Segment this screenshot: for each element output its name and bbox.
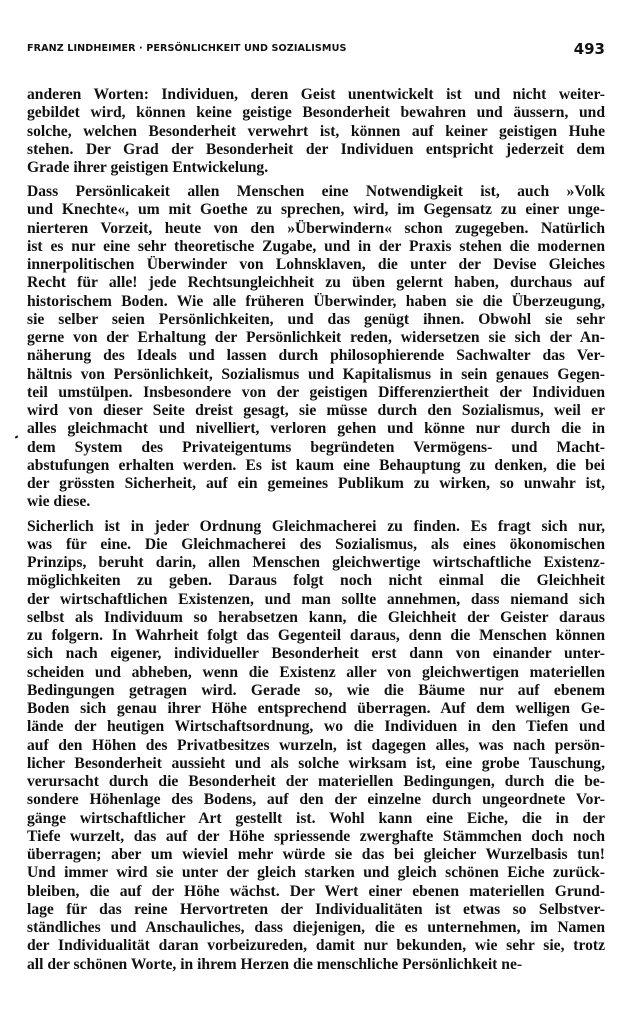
text-line: Und immer wird sie unter der gleich starken und gleich schönen Eiche zurück- <box>27 864 605 882</box>
text-line: näherung des Ideals und lassen durch philosophierende Sachwalter das Ver- <box>27 347 605 365</box>
text-line: selbst als Individuum so herabsetzen kann, die Gleichheit der Geister daraus <box>27 608 605 626</box>
text-line: lage für das reine Hervortreten der Individualitäten ist etwas so Selbstver- <box>27 900 605 918</box>
text-line: gänge wirtschaftlicher Art gestellt ist. Wohl kann eine Eiche, die in der <box>27 809 605 827</box>
text-line: gebildet wird, können keine geistige Besonderheit bewahren und äussern, und <box>27 104 605 122</box>
paragraph-1 <box>27 86 605 177</box>
text-line: sie selber seien Persönlichkeiten, und das genügt ihnen. Obwohl sie sehr <box>27 310 605 328</box>
text-line: licher Besonderheit aussieht und als solche wirksam ist, eine grobe Tauschung, <box>27 754 605 772</box>
text-line: Prinzips, beruht darin, allen Menschen gleichwertige wirtschaftliche Existenz- <box>27 554 605 572</box>
text-line: nierteren Vorzeit, heute von den »Überwindern« schon zugegeben. Natürlich <box>27 219 605 237</box>
text-line: verursacht durch die Besonderheit der materiellen Bedingungen, durch die be- <box>27 773 605 791</box>
text-line: wird von dieser Seite dreist gesagt, sie müsse durch den Sozialismus, weil er <box>27 402 605 420</box>
body-text <box>27 86 605 980</box>
text-line: historischem Boden. Wie alle früheren Überwinder, haben sie die Überzeugung, <box>27 292 605 310</box>
text-line: ist es nur eine sehr theoretische Zugabe, und in der Praxis stehen die modernen <box>27 237 605 255</box>
text-line: lände der heutigen Wirtschaftsordnung, wo die Individuen in den Tiefen und <box>27 718 605 736</box>
text-line: scheiden und abheben, wenn die Existenz aller von gleichwertigen materiellen <box>27 663 605 681</box>
text-line: möglichkeiten zu geben. Daraus folgt noch nicht einmal die Gleichheit <box>27 572 605 590</box>
text-line: was für eine. Die Gleichmacherei des Sozialismus, als eines ökonomischen <box>27 535 605 553</box>
text-line: Boden sich genau ihrer Höhe entsprechend überragen. Auf dem welligen Ge- <box>27 700 605 718</box>
text-line: all der schönen Worte, in ihrem Herzen die menschliche Persönlichkeit ne- <box>27 955 523 973</box>
text-line: alles gleichmacht und nivelliert, verloren gehen und könne nur durch die in <box>27 420 605 438</box>
text-line: bleiben, die auf der Höhe wächst. Der Wert einer ebenen materiellen Grund- <box>27 882 605 900</box>
running-header <box>27 40 605 60</box>
text-line: Sicherlich ist in jeder Ordnung Gleichmacherei zu finden. Es fragt sich nur, <box>27 517 605 535</box>
text-line: teil umstülpen. Insbesondere von der geistigen Differenziertheit der Individuen <box>27 383 605 401</box>
text-line: stehen. Der Grad der Besonderheit der Individuen entspricht jederzeit dem <box>27 140 605 158</box>
text-line: sich nach eigener, individueller Besonderheit erst dann von einander unter- <box>27 645 605 663</box>
text-line: hältnis von Persönlichkeit, Sozialismus und Kapitalismus in sein genaues Gegen- <box>27 365 605 383</box>
text-line: der Individualität daran vorbeizureden, damit nur bekunden, wie sehr sie, trotz <box>27 937 605 955</box>
text-line: und Knechte«, um mit Goethe zu sprechen, wird, im Gegensatz zu einer unge- <box>27 201 605 219</box>
text-line: solche, welchen Besonderheit verwehrt ist, können auf keiner geistigen Huhe <box>27 122 605 140</box>
text-line: auf den Höhen des Privatbesitzes wurzeln, ist dagegen alles, was nach persön- <box>27 736 605 754</box>
paragraph-2 <box>27 183 605 512</box>
text-line: Grade ihrer geistigen Entwickelung. <box>27 159 269 176</box>
text-line: innerpolitischen Überwinder von Lohnsklaven, die unter der Devise Gleiches <box>27 256 605 274</box>
page-number: 493 <box>573 40 605 58</box>
text-line: Dass Persönlicakeit allen Menschen eine Notwendigkeit ist, auch »Volk <box>27 183 605 201</box>
text-line: dem System des Privateigentums begründeten Vermögens- und Macht- <box>27 438 605 456</box>
text-line: abstufungen erhalten werden. Es ist kaum eine Behauptung zu denken, die bei <box>27 456 605 474</box>
text-line: ständliches und Anschauliches, dass diejenigen, die es unternehmen, im Namen <box>27 919 605 937</box>
paragraph-3 <box>27 518 605 974</box>
text-line: der wirtschaftlichen Existenzen, und man sollte annehmen, dass niemand sich <box>27 590 605 608</box>
text-line: gerne von der Erhaltung der Persönlichkeit reden, widersetzen sie sich der An- <box>27 329 605 347</box>
text-line: Bedingungen getragen wird. Gerade so, wie die Bäume nur auf ebenem <box>27 681 605 699</box>
text-line: überragen; aber um wieviel mehr würde sie das bei gleicher Wurzelbasis tun! <box>27 846 605 864</box>
running-title: FRANZ LINDHEIMER · PERSÖNLICHKEIT UND SOZIALISMUS <box>27 43 347 54</box>
text-line: zu folgern. In Wahrheit folgt das Gegenteil daraus, denn die Menschen können <box>27 627 605 645</box>
text-line: Recht für alle! jede Rechtsungleichheit zu üben gelernt haben, durchaus auf <box>27 274 605 292</box>
text-line: sondere Höhenlage des Bodens, auf den der einzelne durch ungeordnete Vor- <box>27 791 605 809</box>
text-line: Tiefe wurzelt, das auf der Höhe spriessende zwerghafte Stämmchen doch noch <box>27 827 605 845</box>
text-line: anderen Worten: Individuen, deren Geist unentwickelt ist und nicht weiter- <box>27 86 605 103</box>
stray-ink-mark <box>15 435 19 438</box>
text-line: der grössten Sicherheit, auf ein gemeines Publikum zu wirken, so unwahr ist, <box>27 475 605 493</box>
text-line: wie diese. <box>27 493 91 511</box>
